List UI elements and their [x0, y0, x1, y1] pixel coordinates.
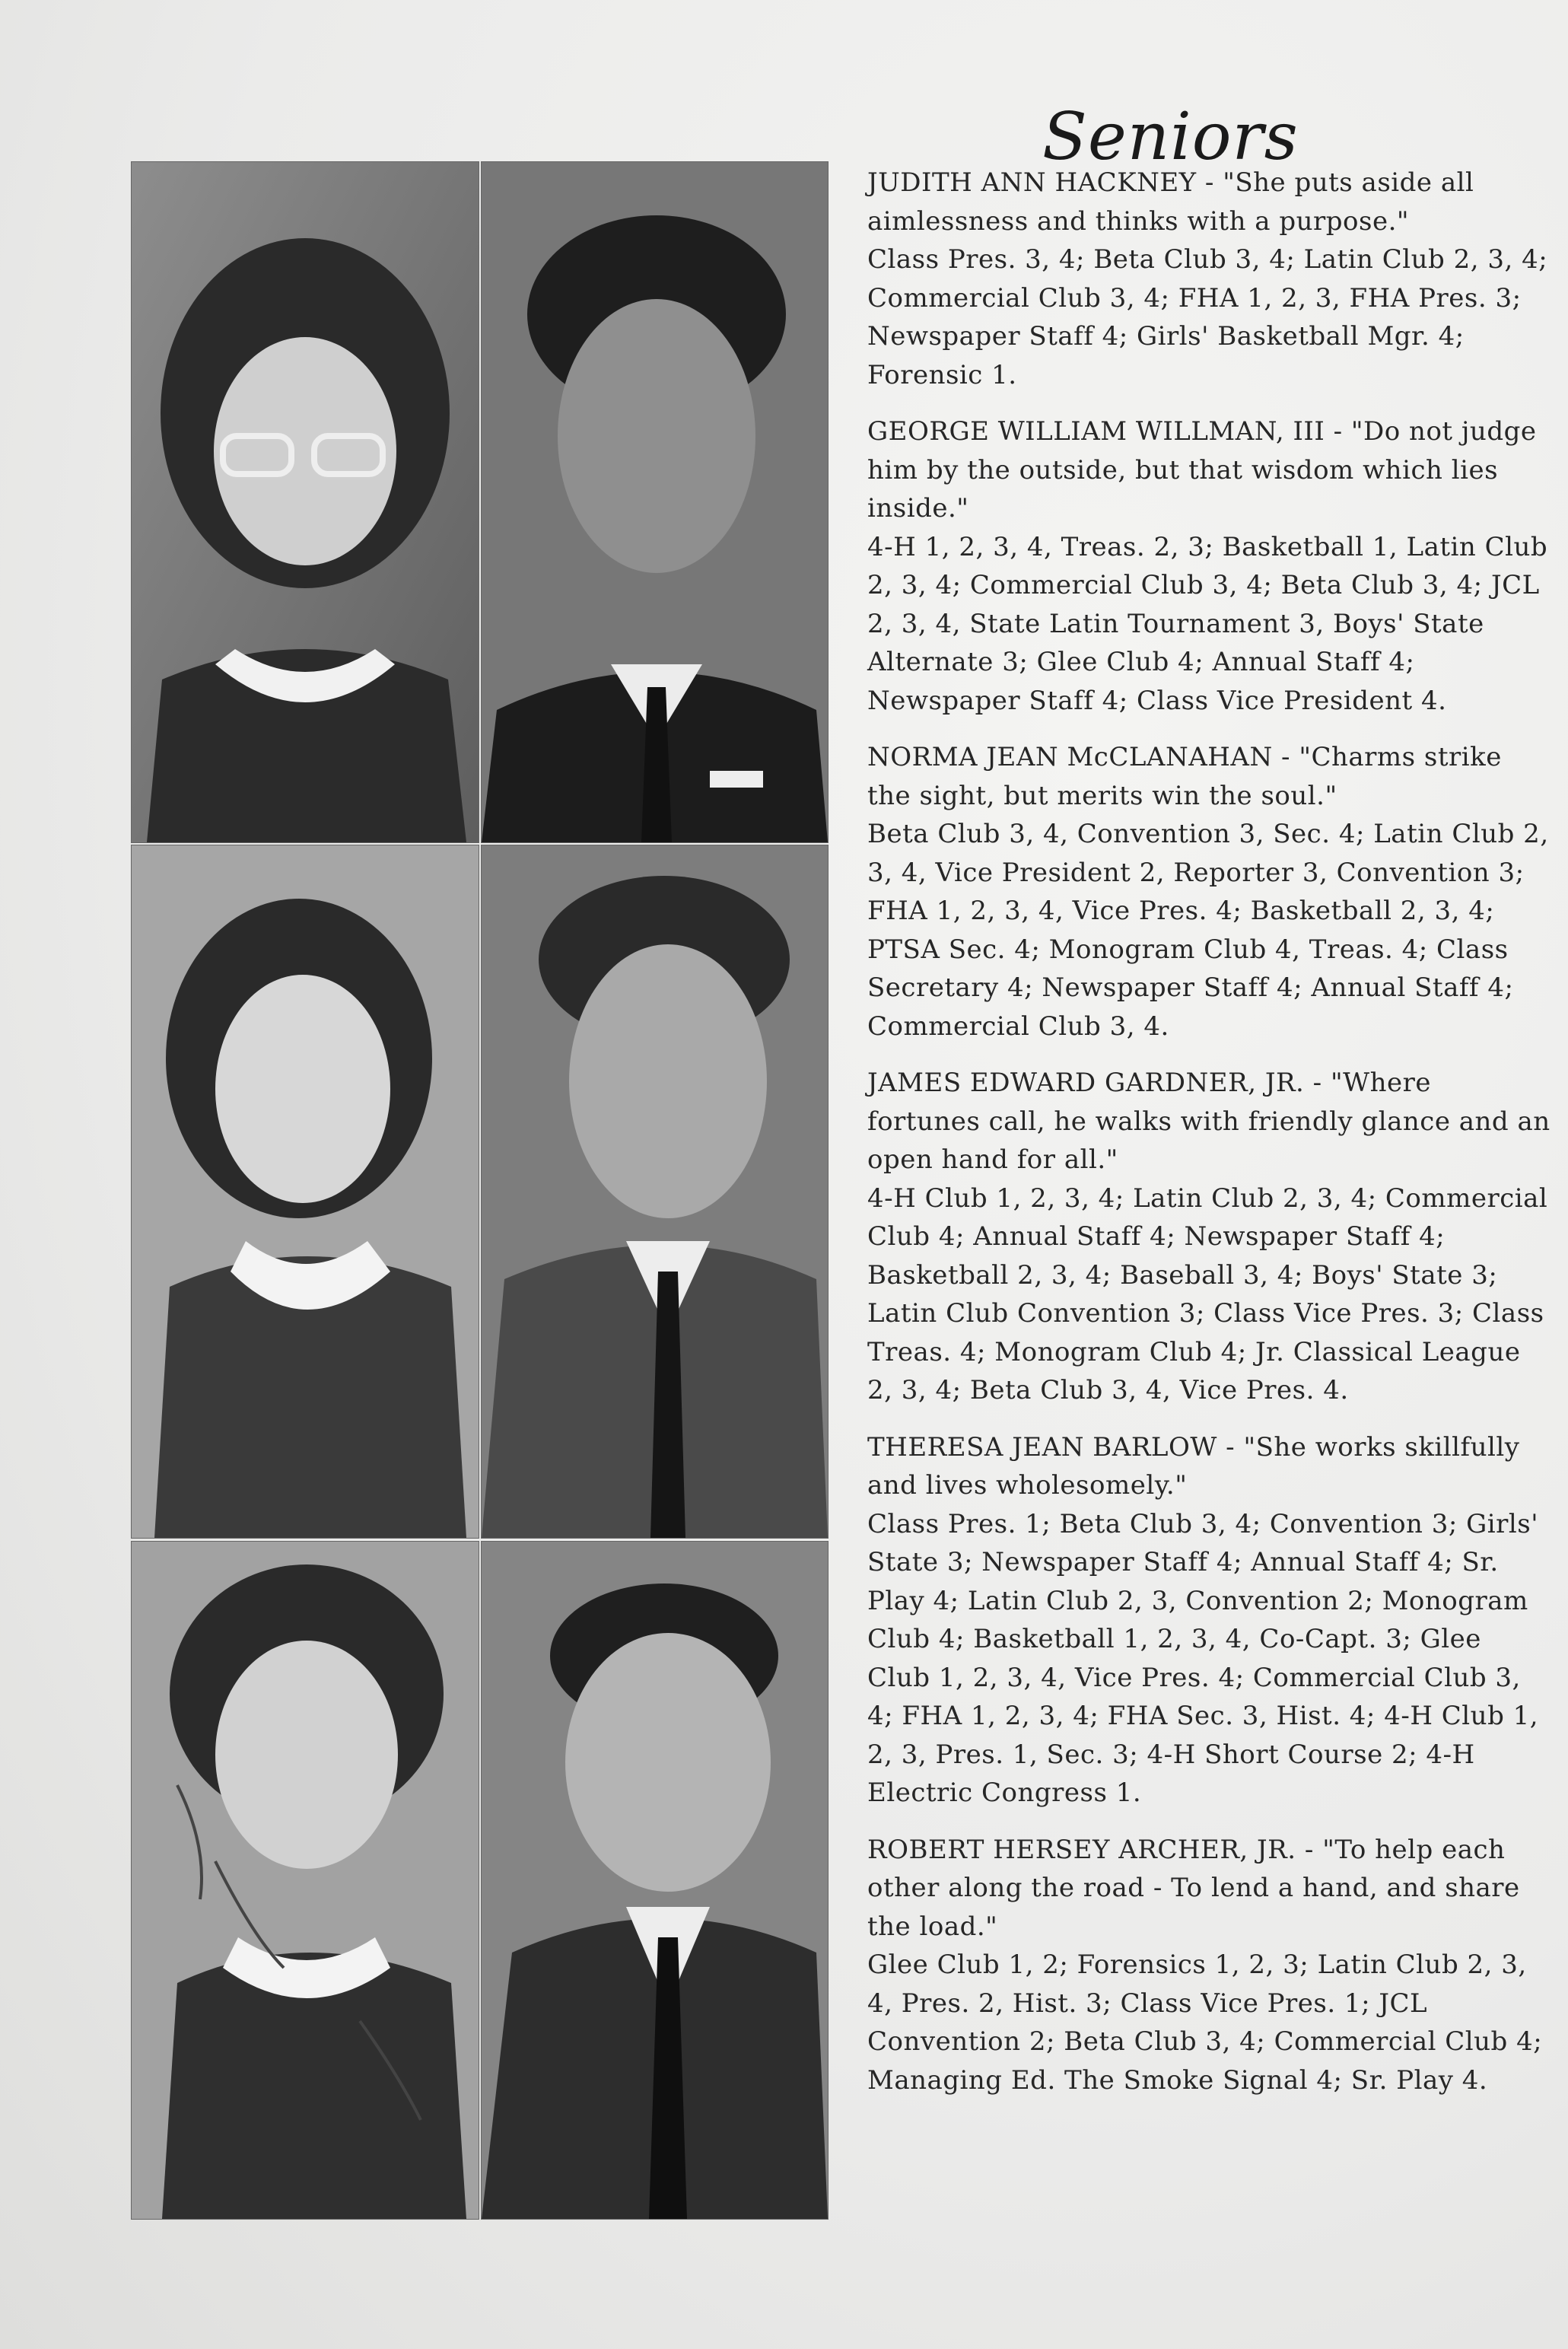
senior-bio: NORMA JEAN McCLANAHAN - "Charms strike the sight, but merits win the soul." Beta Club 3, 4, Convention 3, Sec. 4; Latin Club 2, 3, 4, Vice President 2, Reporter 3, Convention 3; FHA 1, 2, 3, 4, Vice Pres. 4; Basketball 2, 3, 4; PTSA Sec. 4; Monogram Club 4, Treas. 4; Class Secretary 4; Newspaper Staff 4; Annual Staff 4; Commercial Club 3, 4. [867, 742, 1549, 1042]
senior-name: NORMA JEAN McCLANAHAN [867, 742, 1273, 772]
senior-name: THERESA JEAN BARLOW [867, 1431, 1217, 1463]
senior-activities: Beta Club 3, 4, Convention 3, Sec. 4; Latin Club 2, 3, 4, Vice President 2, Reporter 3, Convention 3; FHA 1, 2, 3, 4, Vice Pres. 4; Basketball 2, 3, 4; PTSA Sec. 4; Monogram Club 4, Treas. 4; Class Secretary 4; Newspaper Staff 4; Annual Staff 4; Commercial Club 3, 4. [867, 819, 1549, 1042]
senior-quote: "Charms strike the sight, but merits win the soul." [867, 742, 1502, 811]
senior-activities: Class Pres. 1; Beta Club 3, 4; Convention 3; Girls' State 3; Newspaper Staff 4; Annual Staff 4; Sr. Play 4; Latin Club 2, 3, Convention 2; Monogram Club 4; Basketball 1, 2, 3, 4, Co-Capt. 3; Glee Club 1, 2, 3, 4, Vice Pres. 4; Commercial Club 3, 4; FHA 1, 2, 3, 4; FHA Sec. 3, Hist. 4; 4-H Club 1, 2, 3, Pres. 1, Sec. 3; 4-H Short Course 2; 4-H Electric Congress 1. [867, 1508, 1539, 1808]
portrait-photo-4 [481, 845, 829, 1539]
senior-name: GEORGE WILLIAM WILLMAN, III [867, 416, 1325, 447]
senior-bio: JAMES EDWARD GARDNER, JR. - "Where fortunes call, he walks with friendly glance and an open hand for all." 4-H Club 1, 2, 3, 4; Latin Club 2, 3, 4; Commercial Club 4; Annual Staff 4; Newspaper Staff 4; Basketball 2, 3, 4; Baseball 3, 4; Boys' State 3; Latin Club Convention 3; Class Vice Pres. 3; Class Treas. 4; Monogram Club 4; Jr. Classical League 2, 3, 4; Beta Club 3, 4, Vice Pres. 4. [867, 1068, 1551, 1405]
portrait-photo-2 [481, 161, 829, 843]
senior-bio: ROBERT HERSEY ARCHER, JR. - "To help each other along the road - To lend a hand, and share the load." Glee Club 1, 2; Forensics 1, 2, 3; Latin Club 2, 3, 4, Pres. 2, Hist. 3; Class Vice Pres. 1; JCL Convention 2; Beta Club 3, 4; Commercial Club 4; Managing Ed. The Smoke Signal 4; Sr. Play 4. [867, 1834, 1543, 2096]
senior-name: JUDITH ANN HACKNEY [867, 167, 1197, 198]
senior-name: ROBERT HERSEY ARCHER, JR. [867, 1834, 1296, 1865]
senior-bio: THERESA JEAN BARLOW - "She works skillfully and lives wholesomely." Class Pres. 1; Beta Club 3, 4; Convention 3; Girls' State 3; Newspaper Staff 4; Annual Staff 4; Sr. Play 4; Latin Club 2, 3, Convention 2; Monogram Club 4; Basketball 1, 2, 3, 4, Co-Capt. 3; Glee Club 1, 2, 3, 4, Vice Pres. 4; Commercial Club 3, 4; FHA 1, 2, 3, 4; FHA Sec. 3, Hist. 4; 4-H Club 1, 2, 3, Pres. 1, Sec. 3; 4-H Short Course 2; 4-H Electric Congress 1. [867, 1431, 1539, 1808]
senior-name: JAMES EDWARD GARDNER, JR. [867, 1068, 1305, 1098]
senior-bios [867, 164, 1552, 2118]
senior-quote: "To help each other along the road - To lend a hand, and share the load." [867, 1834, 1520, 1942]
page-title: Seniors [1042, 99, 1299, 175]
senior-activities: Class Pres. 3, 4; Beta Club 3, 4; Latin Club 2, 3, 4; Commercial Club 3, 4; FHA 1, 2, 3, FHA Pres. 3; Newspaper Staff 4; Girls' Basketball Mgr. 4; Forensic 1. [867, 244, 1548, 390]
portrait-photo-1 [131, 161, 479, 843]
portrait-photo-5 [131, 1541, 479, 2220]
senior-activities: 4-H Club 1, 2, 3, 4; Latin Club 2, 3, 4; Commercial Club 4; Annual Staff 4; Newspaper Staff 4; Basketball 2, 3, 4; Baseball 3, 4; Boys' State 3; Latin Club Convention 3; Class Vice Pres. 3; Class Treas. 4; Monogram Club 4; Jr. Classical League 2, 3, 4; Beta Club 3, 4, Vice Pres. 4. [867, 1182, 1548, 1405]
senior-quote: "She works skillfully and lives wholesomely." [867, 1431, 1520, 1501]
senior-activities: Glee Club 1, 2; Forensics 1, 2, 3; Latin Club 2, 3, 4, Pres. 2, Hist. 3; Class Vice Pres. 1; JCL Convention 2; Beta Club 3, 4; Commercial Club 4; Managing Ed. The Smoke Signal 4; Sr. Play 4. [867, 1950, 1543, 2096]
senior-bio: JUDITH ANN HACKNEY - "She puts aside all aimlessness and thinks with a purpose." Class Pres. 3, 4; Beta Club 3, 4; Latin Club 2, 3, 4; Commercial Club 3, 4; FHA 1, 2, 3, FHA Pres. 3; Newspaper Staff 4; Girls' Basketball Mgr. 4; Forensic 1. [867, 167, 1548, 390]
senior-quote: "She puts aside all aimlessness and thinks with a purpose." [867, 167, 1474, 237]
senior-bio: GEORGE WILLIAM WILLMAN, III - "Do not judge him by the outside, but that wisdom which lies inside." 4-H 1, 2, 3, 4, Treas. 2, 3; Basketball 1, Latin Club 2, 3, 4; Commercial Club 3, 4; Beta Club 3, 4; JCL 2, 3, 4, State Latin Tournament 3, Boys' State Alternate 3; Glee Club 4; Annual Staff 4; Newspaper Staff 4; Class Vice President 4. [867, 416, 1548, 716]
senior-quote: "Do not judge him by the outside, but that wisdom which lies inside." [867, 416, 1537, 524]
portrait-photo-3 [131, 845, 479, 1539]
senior-activities: 4-H 1, 2, 3, 4, Treas. 2, 3; Basketball 1, Latin Club 2, 3, 4; Commercial Club 3, 4; Beta Club 3, 4; JCL 2, 3, 4, State Latin Tournament 3, Boys' State Alternate 3; Glee Club 4; Annual Staff 4; Newspaper Staff 4; Class Vice President 4. [867, 531, 1548, 716]
senior-quote: "Where fortunes call, he walks with friendly glance and an open hand for all." [867, 1068, 1551, 1175]
portrait-photo-6 [481, 1541, 829, 2220]
